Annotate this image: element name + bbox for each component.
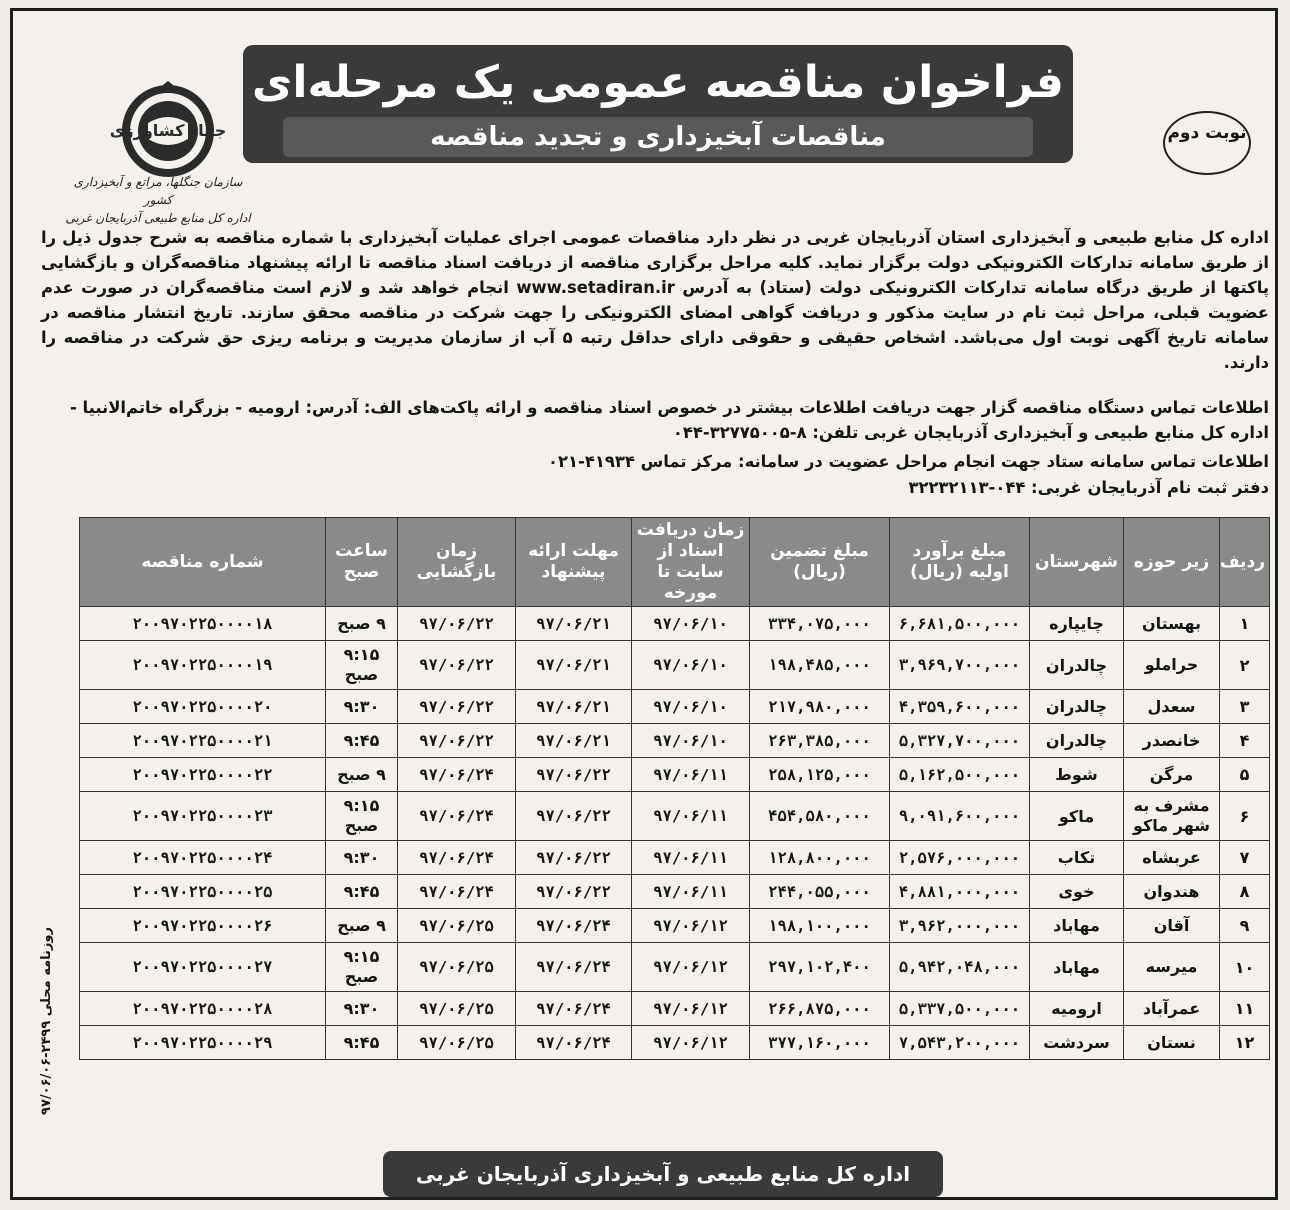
- cell-estimate: ۹,۰۹۱,۶۰۰,۰۰۰: [890, 792, 1030, 841]
- cell-submission-deadline: ۹۷/۰۶/۲۲: [516, 792, 632, 841]
- contact-line-tender: [41, 395, 1269, 445]
- cell-hour: ۹:۳۰: [326, 841, 398, 875]
- cell-guarantee: ۲۵۸,۱۲۵,۰۰۰: [750, 758, 890, 792]
- cell-estimate: ۴,۳۵۹,۶۰۰,۰۰۰: [890, 690, 1030, 724]
- col-header-submission-deadline: مهلت ارائه پیشنهاد: [516, 518, 632, 607]
- cell-tender-number: ۲۰۰۹۷۰۲۲۵۰۰۰۰۲۶: [80, 909, 326, 943]
- cell-estimate: ۵,۹۴۲,۰۴۸,۰۰۰: [890, 943, 1030, 992]
- cell-submission-deadline: ۹۷/۰۶/۲۴: [516, 1026, 632, 1060]
- cell-hour: ۹ صبح: [326, 607, 398, 641]
- cell-submission-deadline: ۹۷/۰۶/۲۲: [516, 758, 632, 792]
- logo-text: جهاد کشاورزی: [109, 121, 227, 140]
- contact-tender-heading: اطلاعات تماس دستگاه مناقصه گزار جهت دریافت اطلاعات بیشتر در خصوص اسناد مناقصه و ارائه پاکت‌های الف:: [363, 398, 1269, 417]
- table-row: [80, 792, 1270, 841]
- cell-hour: ۹:۴۵: [326, 1026, 398, 1060]
- cell-doc-receive-date: ۹۷/۰۶/۱۱: [632, 841, 750, 875]
- cell-estimate: ۵,۳۳۷,۵۰۰,۰۰۰: [890, 992, 1030, 1026]
- cell-opening-date: ۹۷/۰۶/۲۲: [398, 690, 516, 724]
- cell-opening-date: ۹۷/۰۶/۲۴: [398, 841, 516, 875]
- cell-subbasin: سعدل: [1124, 690, 1220, 724]
- cell-subbasin: بهستان: [1124, 607, 1220, 641]
- cell-doc-receive-date: ۹۷/۰۶/۱۰: [632, 607, 750, 641]
- cell-row-number: ۶: [1220, 792, 1270, 841]
- cell-row-number: ۴: [1220, 724, 1270, 758]
- cell-guarantee: ۱۹۸,۴۸۵,۰۰۰: [750, 641, 890, 690]
- announcement-body: [41, 225, 1269, 375]
- cell-subbasin: آقان: [1124, 909, 1220, 943]
- cell-county: مهاباد: [1030, 943, 1124, 992]
- cell-guarantee: ۱۲۸,۸۰۰,۰۰۰: [750, 841, 890, 875]
- cell-doc-receive-date: ۹۷/۰۶/۱۲: [632, 1026, 750, 1060]
- cell-guarantee: ۴۵۴,۵۸۰,۰۰۰: [750, 792, 890, 841]
- cell-guarantee: ۲۶۶,۸۷۵,۰۰۰: [750, 992, 890, 1026]
- cell-row-number: ۵: [1220, 758, 1270, 792]
- cell-subbasin: میرسه: [1124, 943, 1220, 992]
- cell-row-number: ۱: [1220, 607, 1270, 641]
- table-row: [80, 943, 1270, 992]
- jihad-logo-icon: [109, 81, 227, 181]
- cell-tender-number: ۲۰۰۹۷۰۲۲۵۰۰۰۰۱۸: [80, 607, 326, 641]
- cell-guarantee: ۲۱۷,۹۸۰,۰۰۰: [750, 690, 890, 724]
- cell-county: چایپاره: [1030, 607, 1124, 641]
- cell-opening-date: ۹۷/۰۶/۲۵: [398, 909, 516, 943]
- table-row: [80, 875, 1270, 909]
- footer-banner: اداره کل منابع طبیعی و آبخیزداری آذربایجان غربی: [383, 1151, 943, 1197]
- cell-hour: ۹ صبح: [326, 758, 398, 792]
- cell-submission-deadline: ۹۷/۰۶/۲۱: [516, 607, 632, 641]
- org-sign-line1: سازمان جنگلها، مراتع و آبخیزداری کشور: [73, 175, 243, 207]
- cell-estimate: ۶,۶۸۱,۵۰۰,۰۰۰: [890, 607, 1030, 641]
- cell-hour: ۹ صبح: [326, 909, 398, 943]
- cell-tender-number: ۲۰۰۹۷۰۲۲۵۰۰۰۰۲۹: [80, 1026, 326, 1060]
- table-header-row: [80, 518, 1270, 607]
- cell-doc-receive-date: ۹۷/۰۶/۱۱: [632, 875, 750, 909]
- cell-county: سردشت: [1030, 1026, 1124, 1060]
- cell-subbasin: عمرآباد: [1124, 992, 1220, 1026]
- cell-county: ارومیه: [1030, 992, 1124, 1026]
- cell-opening-date: ۹۷/۰۶/۲۴: [398, 792, 516, 841]
- contact-office-text: ۰۴۴-۳۲۲۳۲۱۱۳: [908, 478, 1026, 497]
- organization-signature: [58, 173, 258, 227]
- col-header-county: شهرستان: [1030, 518, 1124, 607]
- contact-setad-text: مرکز تماس ۴۱۹۳۴-۰۲۱: [548, 452, 733, 471]
- cell-estimate: ۳,۹۶۲,۰۰۰,۰۰۰: [890, 909, 1030, 943]
- page-title: فراخوان مناقصه عمومی یک مرحله‌ای: [252, 57, 1064, 108]
- cell-submission-deadline: ۹۷/۰۶/۲۱: [516, 690, 632, 724]
- cell-subbasin: عربشاه: [1124, 841, 1220, 875]
- cell-hour: ۹:۱۵ صبح: [326, 792, 398, 841]
- cell-tender-number: ۲۰۰۹۷۰۲۲۵۰۰۰۰۲۵: [80, 875, 326, 909]
- cell-subbasin: مرگن: [1124, 758, 1220, 792]
- cell-row-number: ۳: [1220, 690, 1270, 724]
- cell-opening-date: ۹۷/۰۶/۲۴: [398, 875, 516, 909]
- round-badge: نوبت دوم: [1163, 111, 1251, 175]
- cell-estimate: ۵,۳۲۷,۷۰۰,۰۰۰: [890, 724, 1030, 758]
- advertisement-frame: [10, 8, 1278, 1200]
- cell-row-number: ۷: [1220, 841, 1270, 875]
- cell-county: خوی: [1030, 875, 1124, 909]
- cell-opening-date: ۹۷/۰۶/۲۵: [398, 943, 516, 992]
- cell-submission-deadline: ۹۷/۰۶/۲۴: [516, 943, 632, 992]
- cell-subbasin: نستان: [1124, 1026, 1220, 1060]
- table-row: [80, 724, 1270, 758]
- cell-hour: ۹:۴۵: [326, 875, 398, 909]
- page-subtitle: مناقصات آبخیزداری و تجدید مناقصه: [283, 117, 1033, 157]
- cell-county: چالدران: [1030, 724, 1124, 758]
- col-header-hour: ساعت صبح: [326, 518, 398, 607]
- cell-doc-receive-date: ۹۷/۰۶/۱۱: [632, 758, 750, 792]
- cell-tender-number: ۲۰۰۹۷۰۲۲۵۰۰۰۰۲۱: [80, 724, 326, 758]
- table-row: [80, 992, 1270, 1026]
- cell-hour: ۹:۱۵ صبح: [326, 641, 398, 690]
- cell-guarantee: ۳۷۷,۱۶۰,۰۰۰: [750, 1026, 890, 1060]
- cell-opening-date: ۹۷/۰۶/۲۵: [398, 992, 516, 1026]
- table-row: [80, 841, 1270, 875]
- cell-county: ماکو: [1030, 792, 1124, 841]
- cell-hour: ۹:۳۰: [326, 690, 398, 724]
- cell-submission-deadline: ۹۷/۰۶/۲۴: [516, 992, 632, 1026]
- col-header-opening-date: زمان بازگشایی: [398, 518, 516, 607]
- org-sign-line2: اداره کل منابع طبیعی آذربایجان غربی: [65, 211, 251, 225]
- cell-estimate: ۵,۱۶۲,۵۰۰,۰۰۰: [890, 758, 1030, 792]
- cell-county: شوط: [1030, 758, 1124, 792]
- announcement-paragraph: اداره کل منابع طبیعی و آبخیزداری استان آذربایجان غربی در نظر دارد مناقصات عمومی اجرای عملیات آبخیزداری با شماره مناقصه به شرح جدول ذیل را از طریق سامانه تدارکات الکترونیکی دولت برگزار نماید. کلیه مراحل برگزاری مناقصه از دریافت اسناد مناقصه تا ارائه پیشنهاد مناقصه‌گران و بازگشایی پاکتها از طریق درگاه سامانه تدارکات الکترونیکی دولت (ستاد) به آدرس www.setadiran.ir انجام خواهد شد و لازم است مناقصه‌گران در صورت عدم عضویت قبلی، مراحل ثبت نام در سایت مذکور و دریافت گواهی امضای الکترونیکی را جهت شرکت در مناقصه محقق سازند. تاریخ انتشار مناقصه در سامانه تاریخ آگهی نوبت اول می‌باشد. اشخاص حقیقی و حقوقی دارای حداقل رتبه ۵ آب از سازمان مدیریت و برنامه ریزی حق شرکت در مناقصه را دارند.: [41, 228, 1269, 372]
- col-header-guarantee: مبلغ تضمین (ریال): [750, 518, 890, 607]
- cell-estimate: ۴,۸۸۱,۰۰۰,۰۰۰: [890, 875, 1030, 909]
- cell-doc-receive-date: ۹۷/۰۶/۱۰: [632, 724, 750, 758]
- cell-guarantee: ۳۳۴,۰۷۵,۰۰۰: [750, 607, 890, 641]
- cell-guarantee: ۲۴۴,۰۵۵,۰۰۰: [750, 875, 890, 909]
- newspaper-side-note: روزنامه محلی ۲۴۹۹-۹۷/۰۶/۰۶: [39, 927, 54, 1115]
- cell-tender-number: ۲۰۰۹۷۰۲۲۵۰۰۰۰۲۸: [80, 992, 326, 1026]
- cell-subbasin: حراملو: [1124, 641, 1220, 690]
- cell-opening-date: ۹۷/۰۶/۲۲: [398, 724, 516, 758]
- cell-subbasin: هندوان: [1124, 875, 1220, 909]
- cell-row-number: ۹: [1220, 909, 1270, 943]
- header-banner: [243, 45, 1073, 163]
- cell-row-number: ۱۰: [1220, 943, 1270, 992]
- col-header-tender-number: شماره مناقصه: [80, 518, 326, 607]
- cell-tender-number: ۲۰۰۹۷۰۲۲۵۰۰۰۰۱۹: [80, 641, 326, 690]
- col-header-subbasin: زیر حوزه: [1124, 518, 1220, 607]
- cell-tender-number: ۲۰۰۹۷۰۲۲۵۰۰۰۰۲۴: [80, 841, 326, 875]
- table-row: [80, 641, 1270, 690]
- contact-tender-text: آدرس: ارومیه - بزرگراه خاتم‌الانبیا - اداره کل منابع طبیعی و آبخیزداری آذربایجان غربی تلفن: ۸-۳۲۷۷۵۰۰۵-۰۴۴: [70, 398, 1269, 442]
- cell-doc-receive-date: ۹۷/۰۶/۱۲: [632, 992, 750, 1026]
- cell-opening-date: ۹۷/۰۶/۲۴: [398, 758, 516, 792]
- table-row: [80, 909, 1270, 943]
- cell-estimate: ۳,۹۶۹,۷۰۰,۰۰۰: [890, 641, 1030, 690]
- table-row: [80, 690, 1270, 724]
- cell-doc-receive-date: ۹۷/۰۶/۱۲: [632, 909, 750, 943]
- cell-doc-receive-date: ۹۷/۰۶/۱۱: [632, 792, 750, 841]
- cell-subbasin: مشرف به شهر ماکو: [1124, 792, 1220, 841]
- cell-submission-deadline: ۹۷/۰۶/۲۱: [516, 641, 632, 690]
- cell-doc-receive-date: ۹۷/۰۶/۱۰: [632, 641, 750, 690]
- cell-guarantee: ۲۹۷,۱۰۲,۴۰۰: [750, 943, 890, 992]
- col-header-estimate: مبلغ برآورد اولیه (ریال): [890, 518, 1030, 607]
- cell-submission-deadline: ۹۷/۰۶/۲۲: [516, 875, 632, 909]
- cell-tender-number: ۲۰۰۹۷۰۲۲۵۰۰۰۰۲۳: [80, 792, 326, 841]
- cell-row-number: ۱۲: [1220, 1026, 1270, 1060]
- cell-subbasin: خانصدر: [1124, 724, 1220, 758]
- cell-row-number: ۲: [1220, 641, 1270, 690]
- cell-row-number: ۸: [1220, 875, 1270, 909]
- cell-guarantee: ۱۹۸,۱۰۰,۰۰۰: [750, 909, 890, 943]
- cell-opening-date: ۹۷/۰۶/۲۵: [398, 1026, 516, 1060]
- table-row: [80, 1026, 1270, 1060]
- col-header-row-number: ردیف: [1220, 518, 1270, 607]
- cell-hour: ۹:۳۰: [326, 992, 398, 1026]
- cell-opening-date: ۹۷/۰۶/۲۲: [398, 607, 516, 641]
- cell-submission-deadline: ۹۷/۰۶/۲۱: [516, 724, 632, 758]
- cell-estimate: ۲,۵۷۶,۰۰۰,۰۰۰: [890, 841, 1030, 875]
- cell-county: چالدران: [1030, 690, 1124, 724]
- cell-tender-number: ۲۰۰۹۷۰۲۲۵۰۰۰۰۲۲: [80, 758, 326, 792]
- cell-doc-receive-date: ۹۷/۰۶/۱۰: [632, 690, 750, 724]
- cell-county: چالدران: [1030, 641, 1124, 690]
- table-body: [80, 607, 1270, 1060]
- cell-opening-date: ۹۷/۰۶/۲۲: [398, 641, 516, 690]
- contact-line-office: [41, 475, 1269, 500]
- contact-setad-heading: اطلاعات تماس سامانه ستاد جهت انجام مراحل عضویت در سامانه:: [738, 452, 1269, 471]
- cell-county: مهاباد: [1030, 909, 1124, 943]
- cell-doc-receive-date: ۹۷/۰۶/۱۲: [632, 943, 750, 992]
- tenders-table: [79, 517, 1270, 1060]
- table-row: [80, 607, 1270, 641]
- cell-submission-deadline: ۹۷/۰۶/۲۲: [516, 841, 632, 875]
- cell-tender-number: ۲۰۰۹۷۰۲۲۵۰۰۰۰۲۰: [80, 690, 326, 724]
- cell-row-number: ۱۱: [1220, 992, 1270, 1026]
- contact-line-setad: [41, 449, 1269, 474]
- cell-tender-number: ۲۰۰۹۷۰۲۲۵۰۰۰۰۲۷: [80, 943, 326, 992]
- col-header-doc-receive-date: زمان دریافت اسناد از سایت تا مورخه: [632, 518, 750, 607]
- cell-estimate: ۷,۵۴۳,۲۰۰,۰۰۰: [890, 1026, 1030, 1060]
- cell-hour: ۹:۱۵ صبح: [326, 943, 398, 992]
- table-row: [80, 758, 1270, 792]
- contact-office-heading: دفتر ثبت نام آذربایجان غربی:: [1031, 478, 1269, 497]
- cell-hour: ۹:۴۵: [326, 724, 398, 758]
- cell-submission-deadline: ۹۷/۰۶/۲۴: [516, 909, 632, 943]
- cell-guarantee: ۲۶۳,۳۸۵,۰۰۰: [750, 724, 890, 758]
- cell-county: تکاب: [1030, 841, 1124, 875]
